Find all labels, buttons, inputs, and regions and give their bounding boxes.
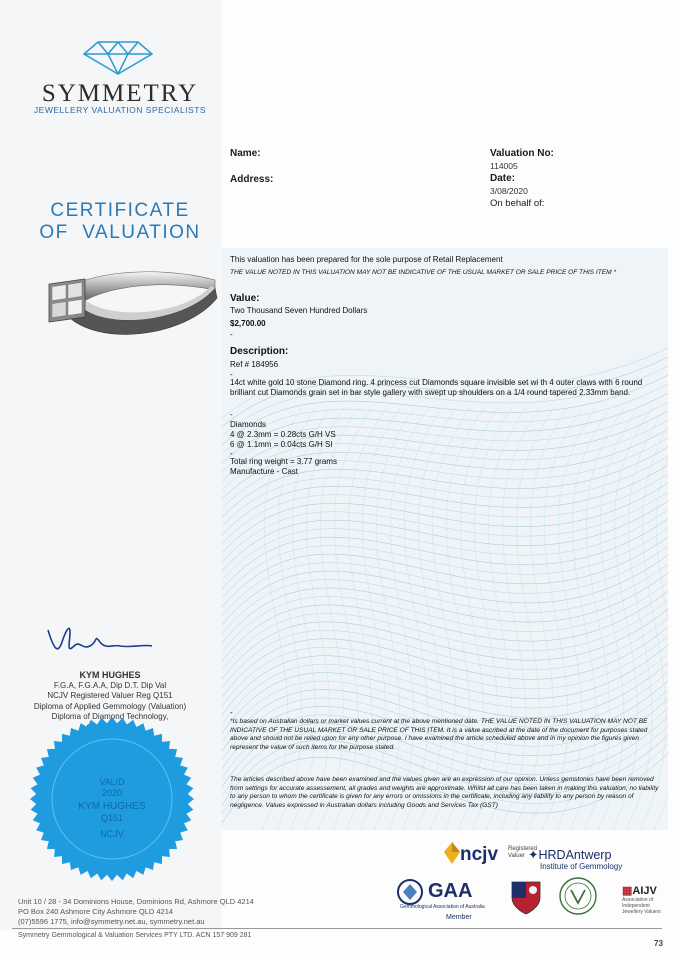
date-label: Date: (490, 173, 516, 184)
gaa-emblem-icon (396, 878, 424, 906)
reference-number: Ref # 184956 (230, 360, 279, 369)
valuation-no-label: Valuation No: (490, 148, 554, 159)
value-amount: $2,700.00 (230, 319, 266, 328)
certificate-title-line-1: CERTIFICATE (50, 200, 190, 221)
hrd-star-icon: ✦ (528, 848, 539, 862)
ncjv-subtitle: Registered Valuer (508, 846, 538, 859)
gaa-wordmark: GAA (428, 880, 473, 902)
aijv-subtitle: Association of Independent Jewellery Valuers (622, 897, 661, 915)
ncjv-wordmark: ncjv (460, 844, 499, 865)
valuation-date: 3/08/2020 (490, 186, 528, 196)
appraiser-qualifications: F.G.A, F.G.A.A, Dip D.T. Dip Val (53, 680, 167, 690)
ncjv-logo (442, 840, 538, 871)
diamonds-heading: Diamonds (230, 420, 267, 429)
purpose-disclaimer: THE VALUE NOTED IN THIS VALUATION MAY NOT BE INDICATIVE OF THE USUAL MARKET OR SALE PRICE OF THIS ITEM * (230, 269, 617, 276)
valuation-no: 114005 (490, 161, 518, 171)
appraiser-diploma-2: Diploma of Diamond Technology, (51, 712, 169, 721)
total-weight: Total ring weight = 3.77 grams (230, 457, 337, 466)
disclaimer-2: The articles described above have been examined and the values given are an expression of our opinion. Unless gemstones have been removed from settings for accurate assessement, all grades and weights are approximate. Whilst all care has been taken in making this valuation, no liability to any person to whom the certificate is given for any errors or omissions in the certificate, including any liability to any person by reason of negligence. Values expressed in Australian dollars including Goods and Services Tax (GST) (230, 776, 659, 809)
seal-line-5: NCJV (100, 829, 124, 839)
on-behalf-label: On behalf of: (490, 198, 545, 209)
hrd-name: HRDAntwerp (538, 848, 612, 862)
hrd-wordmark (528, 847, 622, 862)
aijv-logo (622, 884, 672, 915)
stone-line-1: 4 @ 2.3mm = 0.28cts G/H VS (230, 430, 336, 439)
dash-1: - (230, 330, 233, 339)
footer-company: Symmetry Gemmological & Valuation Services PTY LTD. ACN 157 909 281 (18, 932, 252, 939)
diamond-logo-icon (80, 40, 156, 76)
description-heading: Description: (230, 346, 289, 357)
dash-3: - (230, 410, 233, 419)
certificate-title (20, 200, 220, 244)
gaa-subtitle: Gemmological Association of Australia (400, 904, 485, 910)
footer-contact: (07)5596 1775, info@symmetry.net.au, symmetry.net.au (18, 917, 205, 926)
valuer-seal (28, 715, 196, 883)
appraiser-name: KYM HUGHES (79, 670, 141, 680)
seal-line-3: KYM HUGHES (78, 801, 146, 812)
dash-2: - (230, 370, 233, 379)
ring-photo (35, 258, 220, 353)
seal-line-1: VALID (99, 777, 125, 787)
aijv-grid-icon: ▦ (622, 885, 633, 897)
certificate-title-line-2: OF VALUATION (39, 222, 201, 243)
signature (40, 620, 160, 662)
gemmology-seal-icon (558, 876, 598, 916)
hrd-subtitle: Institute of Gemmology (540, 862, 623, 871)
appraiser-registration: NCJV Registered Valuer Reg Q151 (47, 691, 173, 700)
dash-4: - (230, 449, 233, 458)
description-body: 14ct white gold 10 stone Diamond ring. 4 princess cut Diamonds square invisible set wi th 4 outer claws with 6 round brilliant cut Diamonds grain set in bar style gallery with swept up shoulders on a 1/4 round tapered 2.33mm band. (230, 378, 643, 397)
seal-line-4: Q151 (100, 813, 124, 823)
value-heading: Value: (230, 293, 260, 304)
stone-line-2: 6 @ 1.1mm = 0.04cts G/H SI (230, 440, 333, 449)
footer-address (18, 897, 254, 927)
valuation-content (222, 248, 668, 830)
dash-5: - (230, 708, 233, 717)
brand-tagline: JEWELLERY VALUATION SPECIALISTS (33, 105, 207, 115)
hrd-logo (528, 847, 622, 871)
manufacture: Manufacture - Cast (230, 467, 299, 476)
ncjv-diamond-icon (442, 840, 462, 866)
purpose-line: This valuation has been prepared for the sole purpose of Retail Replacement (230, 255, 503, 264)
appraiser-diploma-1: Diploma of Applied Gemmology (Valuation) (33, 701, 187, 711)
footer-address-1: Unit 10 / 28 - 34 Dominions House, Dominions Rd, Ashmore QLD 4214 (18, 897, 254, 906)
crest-icon (506, 878, 546, 916)
address-label: Address: (230, 174, 274, 185)
disclaimer-1: *Is based on Australian dollars or market values current at the above mentioned date. THE VALUE NOTED IN THIS VALUATION MAY NOT BE INDICATIVE OF THE USUAL MARKET OR SALE PRICE OF THIS ITEM. It is a value ascribed at the date of the document for purposes stated above and should not be relied upon for any other purpose. I have examined the article scheduled above and in my opinion the figures given represent the value of such items for the purpose stated. (230, 718, 648, 751)
footer-address-2: PO Box 240 Ashmore City Ashmore QLD 4214 (18, 907, 174, 916)
gaa-logo (396, 878, 485, 921)
seal-line-2: 2020 (101, 788, 123, 798)
name-label: Name: (230, 148, 261, 159)
aijv-wordmark (622, 884, 672, 897)
brand-name: SYMMETRY (41, 80, 199, 107)
gaa-member: Member (446, 914, 472, 921)
value-in-words: Two Thousand Seven Hundred Dollars (230, 306, 368, 315)
page-number: 73 (654, 939, 663, 948)
aijv-name: AIJV (632, 885, 657, 897)
footer-divider (12, 928, 662, 929)
